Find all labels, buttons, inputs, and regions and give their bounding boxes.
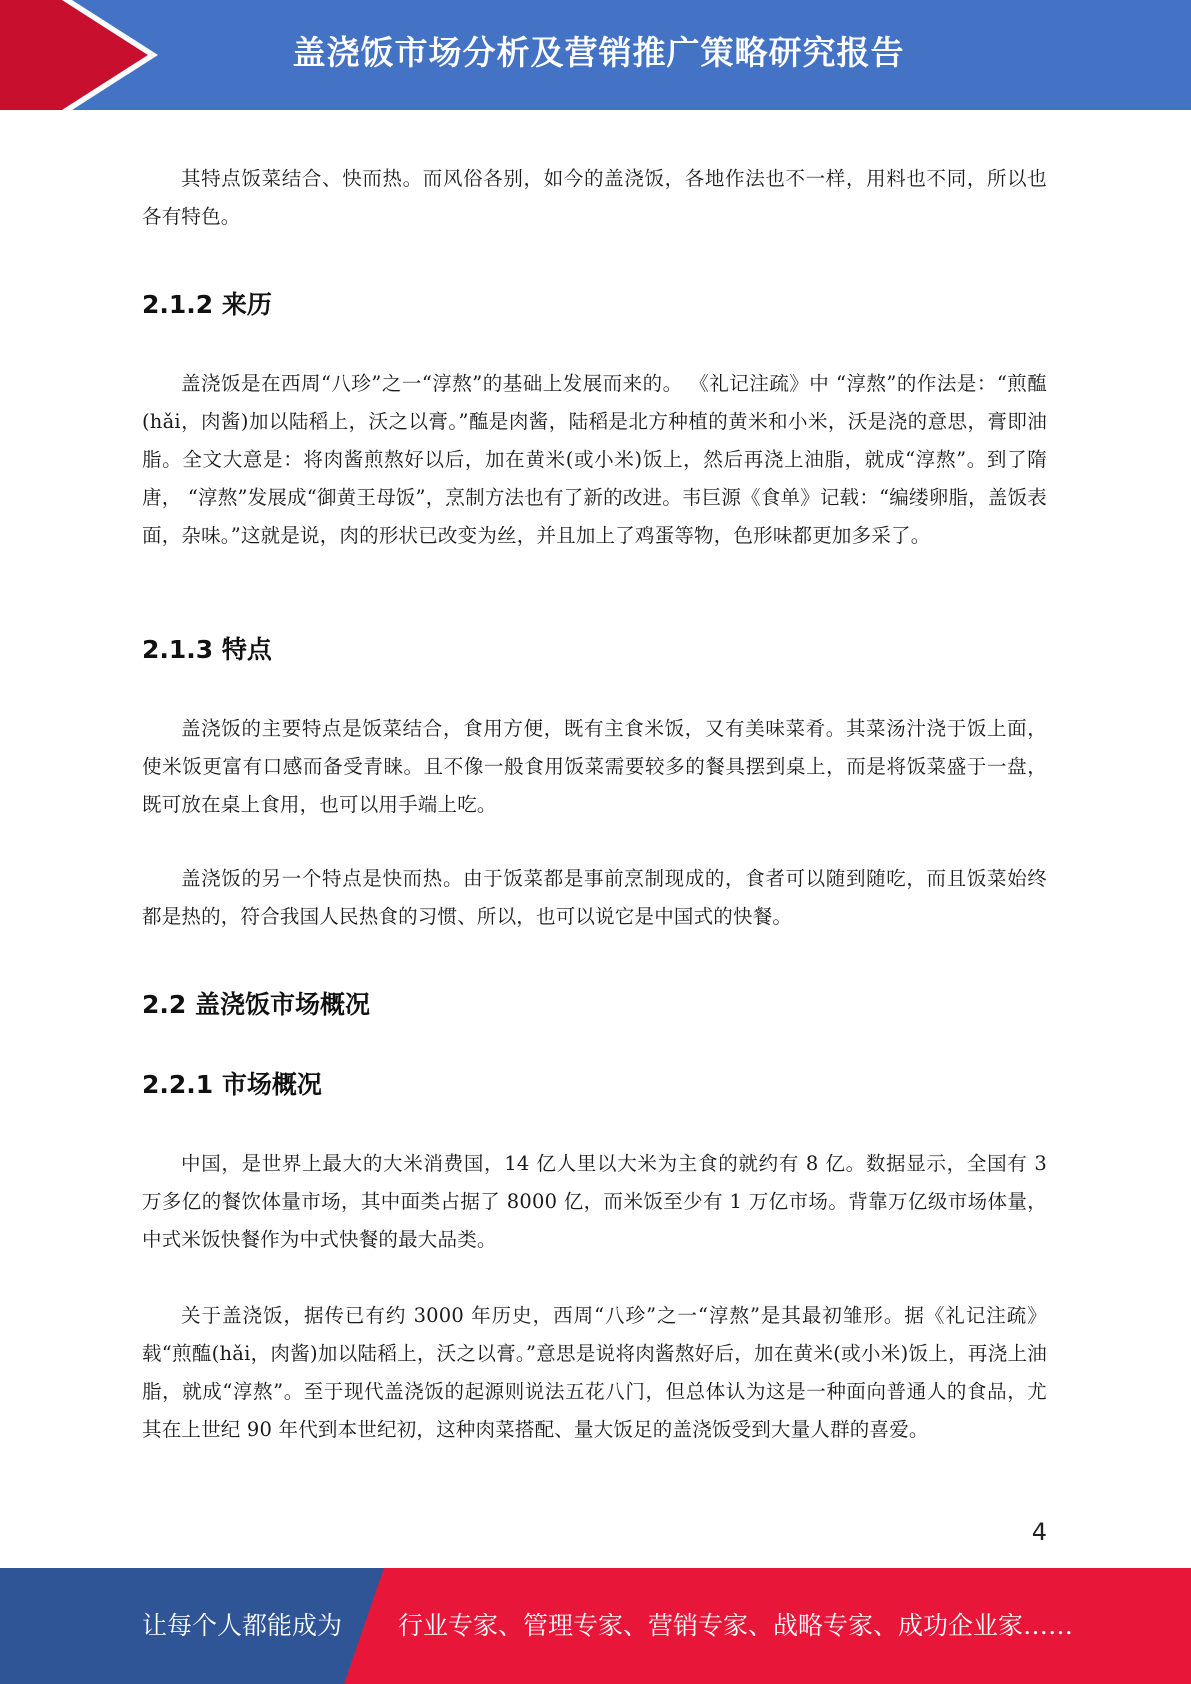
paragraph: 盖浇饭是在西周“八珍”之一“淳熬”的基础上发展而来的。 《礼记注疏》中 “淳熬”的作法是：“煎醢(hǎi，肉酱)加以陆稻上，沃之以膏。”醢是肉酱，陆稻是北方种植的黄米和小米，沃是浇的意思，膏即油脂。全文大意是：将肉酱煎熬好以后，加在黄米(或小米)饭上，然后再浇上油脂，就成“淳熬”。到了隋唐， “淳熬”发展成“御黄王母饭”，烹制方法也有了新的改进。韦巨源《食单》记载：“编缕卵脂，盖饭表面，杂味。”这就是说，肉的形状已改变为丝，并且加上了鸡蛋等物，色形味都更加多采了。 [142,372,1047,547]
section-heading-2-2-1: 2.2.1 市场概况 [142,1070,322,1099]
section-heading-2-1-3: 2.1.3 特点 [142,635,272,664]
page-number: 4 [1031,1518,1047,1546]
paragraph: 关于盖浇饭，据传已有约 3000 年历史，西周“八珍”之一“淳熬”是其最初雏形。据《礼记注疏》载“煎醢(hǎi，肉酱)加以陆稻上，沃之以膏。”意思是说将肉酱熬好后，加在黄米(或小米)饭上，再浇上油脂，就成“淳熬”。至于现代盖浇饭的起源则说法五花八门，但总体认为这是一种面向普通人的食品，尤其在上世纪 90 年代到本世纪初，这种肉菜搭配、量大饭足的盖浇饭受到大量人群的喜爱。 [142,1304,1047,1441]
footer-slogan-right: 行业专家、管理专家、营销专家、战略专家、成功企业家…… [398,1611,1074,1640]
report-title: 盖浇饭市场分析及营销推广策略研究报告 [292,33,905,72]
section-heading-2-2: 2.2 盖浇饭市场概况 [142,990,370,1019]
footer-slogan-left: 让每个人都能成为 [142,1611,343,1640]
paragraph: 中国，是世界上最大的大米消费国，14 亿人里以大米为主食的就约有 8 亿。数据显示，全国有 3 万多亿的餐饮体量市场，其中面类占据了 8000 亿，而米饭至少有 1 万亿市场。背靠万亿级市场体量，中式米饭快餐作为中式快餐的最大品类。 [142,1152,1047,1251]
paragraph: 盖浇饭的另一个特点是快而热。由于饭菜都是事前烹制现成的，食者可以随到随吃，而且饭菜始终都是热的，符合我国人民热食的习惯、所以，也可以说它是中国式的快餐。 [142,867,1047,928]
section-heading-2-1-2: 2.1.2 来历 [142,290,272,319]
page-footer [0,1568,1191,1684]
page-header [0,0,1191,110]
paragraph: 盖浇饭的主要特点是饭菜结合，食用方便，既有主食米饭，又有美味菜肴。其菜汤汁浇于饭上面，使米饭更富有口感而备受青睐。且不像一般食用饭菜需要较多的餐具摆到桌上，而是将饭菜盛于一盘，既可放在桌上食用，也可以用手端上吃。 [142,717,1047,816]
paragraph: 其特点饭菜结合、快而热。而风俗各别，如今的盖浇饭，各地作法也不一样，用料也不同，所以也各有特色。 [142,167,1047,228]
